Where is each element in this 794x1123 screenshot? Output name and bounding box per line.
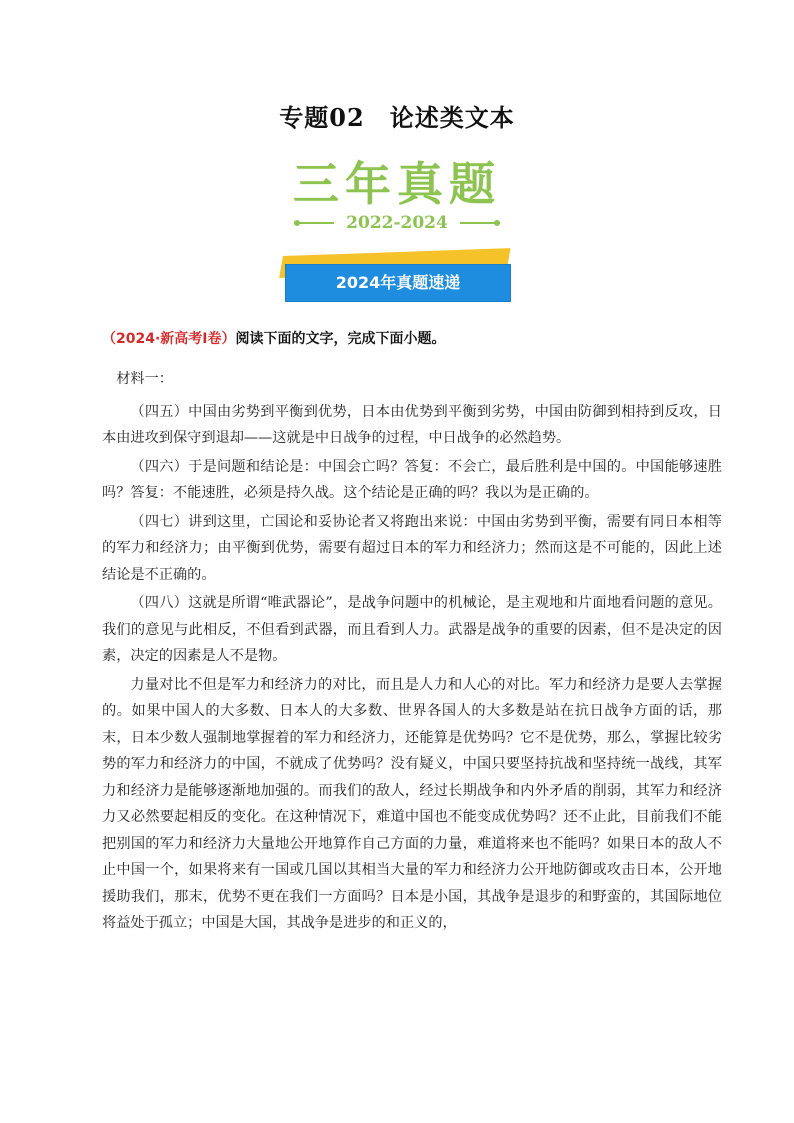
- question-source: （2024·新高考Ⅰ卷）: [102, 331, 236, 347]
- document-title: 专题02 论述类文本: [279, 103, 515, 132]
- paragraph: （四五）中国由劣势到平衡到优势，日本由优势到平衡到劣势，中国由防御到相持到反攻，日本由进攻到保守到退却——这就是中日战争的过程，中日战争的必然趋势。: [102, 403, 722, 446]
- reading-material: [102, 366, 722, 939]
- material-label: 材料一：: [116, 371, 173, 387]
- years-label: 2022-2024: [346, 213, 448, 233]
- question-instruction: 阅读下面的文字，完成下面小题。: [235, 331, 446, 347]
- paragraph: （四七）讲到这里，亡国论和妥协论者又将跑出来说：中国由劣势到平衡，需要有同日本相等的军力和经济力；由平衡到优势，需要有超过日本的军力和经济力；然而这是不可能的，因此上述结论是不正确的。: [102, 513, 722, 583]
- paragraph: （四八）这就是所谓“唯武器论”，是战争问题中的机械论，是主观地和片面地看问题的意见。我们的意见与此相反，不但看到武器，而且看到人力。武器是战争的重要的因素，但不是决定的因素，决定的因素是人不是物。: [102, 595, 722, 664]
- section-badge-label: 2024年真题速递: [335, 273, 461, 292]
- paragraph: 力量对比不但是军力和经济力的对比，而且是人力和人心的对比。军力和经济力是要人去掌握的。如果中国人的大多数、日本人的大多数、世界各国人的大多数是站在抗日战争方面的话，那末，日本少数人强制地掌握着的军力和经济力，还能算是优势吗？它不是优势，那么，掌握比较劣势的军力和经济力的中国，不就成了优势吗？没有疑义，中国只要坚持抗战和坚持统一战线，其军力和经济力是能够逐渐地加强的。而我们的敌人，经过长期战争和内外矛盾的削弱，其军力和经济力又必然要起相反的变化。在这种情况下，难道中国也不能变成优势吗？还不止此，目前我们不能把别国的军力和经济力大量地公开地算作自己方面的力量，难道将来也不能吗？如果日本的敌人不止中国一个，如果将来有一国或几国以其相当大量的军力和经济力公开地防御或攻击日本，公开地援助我们，那末，优势不更在我们一方面吗？日本是小国，其战争是退步的和野蛮的，其国际地位将益处于孤立；中国是大国，其战争是进步的和正义的，: [102, 676, 722, 931]
- question-heading: [102, 328, 722, 348]
- years-ribbon: [0, 212, 794, 234]
- left-decor-line: [294, 222, 334, 224]
- section-badge: [279, 256, 515, 306]
- paragraph: （四六）于是问题和结论是：中国会亡吗？答复：不会亡，最后胜利是中国的。中国能够速胜吗？答复：不能速胜，必须是持久战。这个结论是正确的吗？我以为是正确的。: [102, 458, 722, 501]
- right-decor-line: [460, 222, 500, 224]
- banner-title: 三年真题: [293, 157, 501, 211]
